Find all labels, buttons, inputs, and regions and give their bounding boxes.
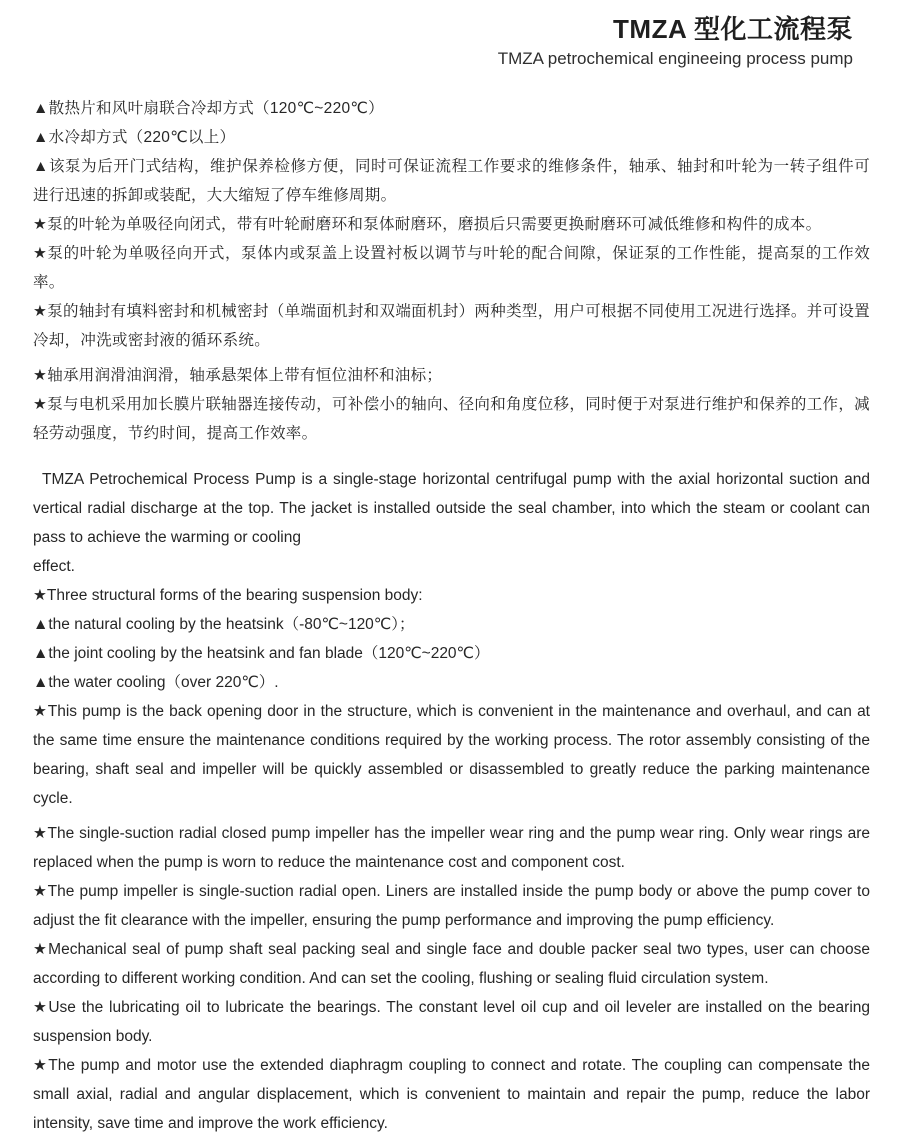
feature-item-zh: ★泵的叶轮为单吸径向闭式，带有叶轮耐磨环和泵体耐磨环，磨损后只需要更换耐磨环可减低维修和构件的成本。 (33, 216, 822, 233)
english-description-section (33, 465, 870, 1138)
page-title: TMZA 型化工流程泵 (613, 14, 853, 44)
feature-item-zh: ★泵与电机采用加长膜片联轴器连接传动，可补偿小的轴向、径向和角度位移，同时便于对泵进行维护和保养的工作，减轻劳动强度，节约时间，提高工作效率。 (33, 396, 870, 442)
feature-item-zh: ★泵的轴封有填料密封和机械密封（单端面机封和双端面机封）两种类型，用户可根据不同使用工况进行选择。并可设置冷却，冲洗或密封液的循环系统。 (33, 303, 870, 349)
description-paragraph: ★The single-suction radial closed pump impeller has the impeller wear ring and the pump wear ring. Only wear rings are replaced when the pump is worn to reduce the maintenance cost and component cost. (33, 825, 870, 871)
document-header (33, 14, 870, 70)
description-paragraph: ▲the natural cooling by the heatsink（-80℃~120℃）； (33, 616, 415, 633)
description-paragraph: ★The pump impeller is single-suction radial open. Liners are installed inside the pump body or above the pump cover to adjust the fit clearance with the impeller, ensuring the pump performance and improving the pump efficiency. (33, 883, 870, 929)
page-subtitle: TMZA petrochemical engineeing process pump (497, 49, 853, 68)
feature-item-zh: ▲该泵为后开门式结构，维护保养检修方便，同时可保证流程工作要求的维修条件，轴承、轴封和叶轮为一转子组件可进行迅速的拆卸或装配，大大缩短了停车维修周期。 (33, 158, 870, 204)
description-paragraph: ▲the joint cooling by the heatsink and fan blade（120℃~220℃） (33, 645, 490, 662)
description-paragraph: ★This pump is the back opening door in the structure, which is convenient in the maintenance and overhaul, and can at the same time ensure the maintenance conditions required by the working process. The rotor assembly consisting of the bearing, shaft seal and impeller will be quickly assembled or disassembled to greatly reduce the parking maintenance cycle. (33, 703, 870, 807)
description-paragraph: ▲the water cooling（over 220℃）. (33, 674, 279, 691)
description-paragraph: effect. (33, 558, 75, 575)
description-paragraph: ★Mechanical seal of pump shaft seal packing seal and single face and double packer seal two types, user can choose according to different working condition. And can set the cooling, flushing or sealing fluid circulation system. (33, 941, 870, 987)
feature-item-zh: ★泵的叶轮为单吸径向开式，泵体内或泵盖上设置衬板以调节与叶轮的配合间隙，保证泵的工作性能，提高泵的工作效率。 (33, 245, 870, 291)
feature-item-zh: ★轴承用润滑油润滑，轴承悬架体上带有恒位油杯和油标； (33, 367, 443, 384)
description-paragraph: ★Three structural forms of the bearing suspension body: (33, 587, 423, 604)
feature-item-zh: ▲水冷却方式（220℃以上） (33, 129, 236, 146)
chinese-features-section (33, 94, 870, 448)
description-paragraph: ★Use the lubricating oil to lubricate the bearings. The constant level oil cup and oil leveler are installed on the bearing suspension body. (33, 999, 870, 1045)
description-paragraph: TMZA Petrochemical Process Pump is a single-stage horizontal centrifugal pump with the axial horizontal suction and vertical radial discharge at the top. The jacket is installed outside the seal chamber, into which the steam or coolant can pass to achieve the warming or cooling (33, 471, 870, 546)
description-paragraph: ★The pump and motor use the extended diaphragm coupling to connect and rotate. The coupling can compensate the small axial, radial and angular displacement, which is convenient to maintain and repair the pump, reduce the labor intensity, save time and improve the work efficiency. (33, 1057, 870, 1132)
feature-item-zh: ▲散热片和风叶扇联合冷却方式（120℃~220℃） (33, 100, 384, 117)
